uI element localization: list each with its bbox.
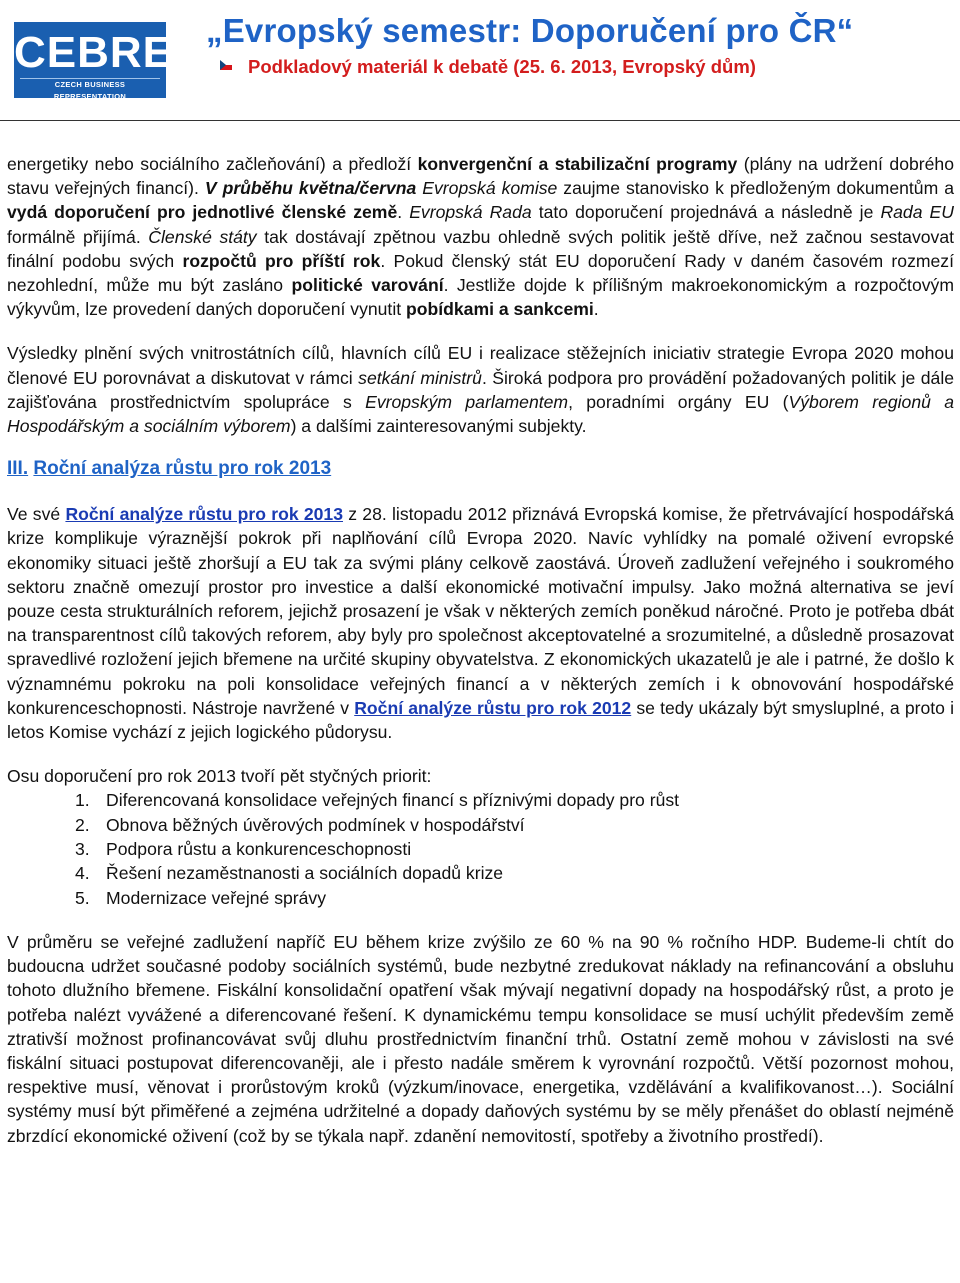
paragraph-annual-growth-survey bbox=[7, 502, 954, 744]
priority-text: Modernizace veřejné správy bbox=[106, 887, 327, 908]
logo-text: CEBRE bbox=[14, 28, 174, 77]
emphasis-text: setkání ministrů bbox=[358, 367, 482, 388]
report-link[interactable]: Roční analýze růstu pro rok 2012 bbox=[354, 697, 632, 718]
paragraph-ministers bbox=[7, 341, 954, 438]
emphasis-text: pobídkami a sankcemi bbox=[406, 299, 594, 320]
report-link[interactable]: Roční analýze růstu pro rok 2013 bbox=[65, 504, 343, 525]
paragraph-public-debt bbox=[7, 930, 954, 1148]
paragraph-semester-process bbox=[7, 152, 954, 321]
header-divider bbox=[0, 120, 960, 121]
emphasis-text: V průběhu května/června bbox=[204, 178, 417, 199]
text-run: . bbox=[397, 202, 410, 223]
czech-flag-icon bbox=[220, 60, 232, 70]
text-run: tak dostávají zpětnou vazbu ohledně svých politik ještě dříve, než začnou sestavovat finální podobu svých bbox=[7, 226, 954, 271]
page-header bbox=[0, 0, 960, 118]
text-run: se tedy ukázaly být smysluplné, a proto i letos Komise vychází z jejich logického půdorysu. bbox=[7, 697, 954, 743]
text-run: V průměru se veřejné zadlužení napříč EU během krize zvýšilo ze 60 % na 90 % ročního HDP. Budeme-li chtít do budoucna udržet současné podoby sociálních systémů, bude nezbytné zredukovat náklady na refinancování a obsluhu tohoto dlužního břemene. Fiskální konsolidační opatření však mývají negativní dopady na hospodářský růst, a proto je potřeba nalézt vyvážené a diferencované řešení. K dynamickému tempu konsolidace se musí uchýlit především země ztrativší možnost profinancovávat svůj dluhu prostřednictvím finanční trhů. Ostatní země mohou v závislosti na své fiskální situaci postupovat diferencovaněji, ale i přesto nadále směrem k vyrovnání rozpočtů. Větší pozornost mohou, respektive musí, věnovat i prorůstovým kroků (výzkum/inovace, energetika, vzdělávání a kvalifikovanost…). Sociální systémy musí být přiměřené a zejména udržitelné a dopady daňových systému by se měly přenášet do oblastí nejméně zbrzdící ekonomické oživení (což by se týkala např. zdanění nemovitostí, spotřeby a životního prostředí). bbox=[7, 931, 954, 1146]
document-subtitle: Podkladový materiál k debatě (25. 6. 2013, Evropský dům) bbox=[248, 56, 756, 77]
priority-number: 3. bbox=[75, 839, 90, 860]
priority-number: 1. bbox=[75, 790, 90, 811]
priorities-intro: Osu doporučení pro rok 2013 tvoří pět styčných priorit: bbox=[7, 766, 432, 787]
priority-item bbox=[7, 861, 954, 885]
text-run: energetiky nebo sociálního začleňování) a předloží bbox=[7, 154, 418, 174]
emphasis-text: konvergenční a stabilizační programy bbox=[417, 154, 738, 174]
emphasis-text: vydá doporučení pro jednotlivé členské země bbox=[7, 202, 398, 223]
text-run: , poradními orgány EU ( bbox=[568, 391, 789, 412]
text-run: . bbox=[593, 299, 599, 320]
priority-text: Diferencovaná konsolidace veřejných financí s příznivými dopady pro růst bbox=[106, 790, 680, 811]
text-run: formálně přijímá. bbox=[7, 226, 149, 247]
priority-item bbox=[7, 813, 954, 837]
priority-item bbox=[7, 837, 954, 861]
section-title: Roční analýza růstu pro rok 2013 bbox=[33, 458, 332, 480]
text-run: Ve své bbox=[7, 504, 66, 525]
priority-text: Podpora růstu a konkurenceschopnosti bbox=[106, 839, 412, 860]
text-run: (plány na udržení dobrého stavu veřejných financí). bbox=[7, 154, 954, 199]
emphasis-text: Evropská Rada bbox=[409, 202, 532, 223]
logo-subtext: CZECH BUSINESS REPRESENTATION bbox=[20, 78, 160, 103]
text-run: Výsledky plnění svých vnitrostátních cílů, hlavních cílů EU i realizace stěžejních iniciativ strategie Evropa 2020 mohou členové EU porovnávat a diskutovat v rámci bbox=[7, 343, 954, 388]
priority-number: 2. bbox=[75, 814, 90, 835]
text-run: tato doporučení projednává a následně je bbox=[531, 202, 881, 223]
priority-number: 4. bbox=[75, 863, 90, 884]
emphasis-text: Evropská komise bbox=[422, 178, 558, 199]
document-body bbox=[7, 152, 954, 1168]
emphasis-text: Členské státy bbox=[148, 226, 257, 247]
text-run: zaujme stanovisko k předloženým dokumentům a bbox=[557, 178, 954, 199]
text-run: z 28. listopadu 2012 přiznává Evropská komise, že přetrvávající hospodářská krize komplikuje výraznější pokrok při naplňování cílů Evropa 2020. Navíc vyhlídky na pomalé oživení evropské ekonomiky situaci ještě zhoršují a EU tak za svými plány celkově zaostává. Úroveň zadlužení veřejného i soukromého sektoru značně omezují prostor pro investice a další ekonomické motivační impulsy. Jako možná alternativa se jeví pouze cesta strukturálních reforem, jejichž prosazení je však v některých zemích poněkud náročné. Proto je potřeba dbát na transparentnost cílů takových reforem, aby byly pro společnost akceptovatelné a srozumitelné, a důsledně prosazovat spravedlivé rozložení jejich břemene na určité skupiny obyvatelstva. Z ekonomických ukazatelů je ale i patrné, že došlo k významnému pokroku na poli konsolidace veřejných financí a v některých zemích i k obnovování hospodářské konkurenceschopnosti. Nástroje navržené v bbox=[7, 504, 954, 718]
cebre-logo bbox=[14, 22, 174, 101]
priority-text: Obnova běžných úvěrových podmínek v hospodářství bbox=[106, 814, 525, 835]
emphasis-text: rozpočtů pro příští rok bbox=[182, 250, 381, 271]
priority-list bbox=[7, 788, 954, 909]
emphasis-text: Rada EU bbox=[880, 202, 955, 223]
priority-number: 5. bbox=[75, 887, 90, 908]
emphasis-text: politické varování bbox=[291, 275, 444, 296]
text-run: . Široká podpora pro provádění požadovaných politik je dále zajišťována prostřednictvím spolupráce s bbox=[7, 367, 955, 412]
section-number: III. bbox=[7, 458, 29, 480]
section-heading bbox=[7, 458, 954, 480]
emphasis-text: Evropským parlamentem bbox=[365, 391, 569, 412]
text-run: . Pokud členský stát EU doporučení Rady v daném časovém rozmezí nezohlední, může mu být zasláno bbox=[7, 250, 954, 296]
priority-item bbox=[7, 886, 954, 910]
priority-item bbox=[7, 788, 954, 812]
text-run: ) a dalšími zainteresovanými subjekty. bbox=[290, 416, 587, 437]
document-title: „Evropský semestr: Doporučení pro ČR“ bbox=[206, 12, 854, 49]
emphasis-text: Výborem regionů a Hospodářským a sociálním výborem bbox=[7, 391, 954, 437]
priority-text: Řešení nezaměstnanosti a sociálních dopadů krize bbox=[106, 863, 504, 884]
text-run: . Jestliže dojde k přílišným makroekonomickým a rozpočtovým výkyvům, lze provedení daných doporučení vynutit bbox=[7, 275, 954, 320]
